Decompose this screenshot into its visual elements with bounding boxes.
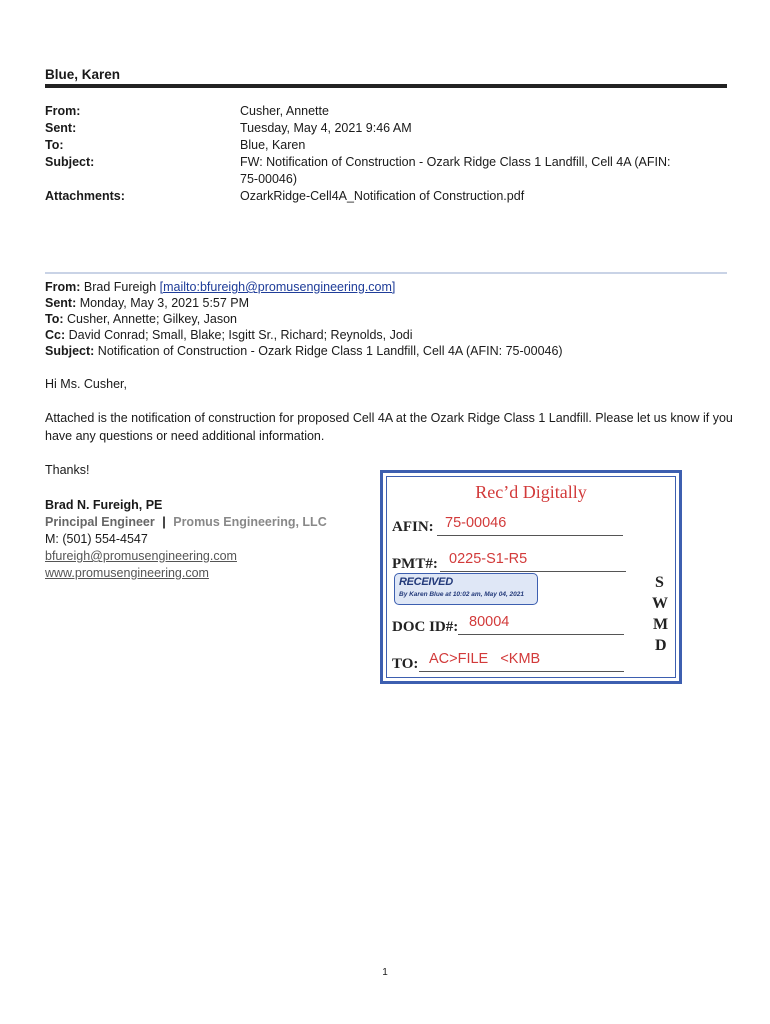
- orig-sent-row: [45, 295, 249, 311]
- orig-subject-value: Notification of Construction - Ozark Ridge Class 1 Landfill, Cell 4A (AFIN: 75-00046): [97, 344, 563, 358]
- header-from-label: From:: [45, 104, 81, 118]
- received-badge-detail: By Karen Blue at 10:02 am, May 04, 2021: [399, 591, 525, 598]
- stamp-swmd-m: M: [653, 616, 669, 633]
- stamp-swmd-w: W: [652, 595, 668, 612]
- stamp-docid-underline: [458, 634, 624, 635]
- orig-sent-label: Sent:: [45, 296, 77, 310]
- stamp-swmd-d: D: [655, 637, 667, 654]
- mailbox-owner-title: Blue, Karen: [45, 67, 121, 82]
- attachment-filename: OzarkRidge-Cell4A_Notification of Construction.pdf: [240, 189, 525, 203]
- signature-role: Principal Engineer: [45, 515, 155, 529]
- orig-sent-value: Monday, May 3, 2021 5:57 PM: [79, 296, 250, 310]
- orig-to-row: [45, 311, 237, 327]
- orig-from-mailto-link[interactable]: [mailto:bfureigh@promusengineering.com]: [159, 280, 396, 294]
- orig-to-label: To:: [45, 312, 64, 326]
- stamp-swmd-s: S: [655, 574, 664, 591]
- header-sent-label: Sent:: [45, 121, 77, 135]
- stamp-afin-label: AFIN:: [392, 519, 434, 535]
- stamp-docid-label: DOC ID#:: [392, 619, 459, 635]
- orig-subject-row: [45, 343, 563, 359]
- header-subject-label: Subject:: [45, 155, 95, 169]
- header-to-label: To:: [45, 138, 64, 152]
- orig-from-row: [45, 279, 395, 295]
- stamp-pmt-value: 0225-S1-R5: [449, 551, 528, 567]
- orig-from-name: Brad Fureigh: [83, 280, 157, 294]
- header-to-value: Blue, Karen: [240, 138, 306, 152]
- signature-email-link[interactable]: bfureigh@promusengineering.com: [45, 549, 237, 563]
- received-badge-title: RECEIVED: [399, 576, 453, 588]
- stamp-pmt-underline: [440, 571, 626, 572]
- orig-cc-label: Cc:: [45, 328, 66, 342]
- stamp-title: Rec’d Digitally: [475, 482, 587, 502]
- title-divider: [45, 84, 727, 88]
- stamp-docid-value: 80004: [469, 614, 510, 630]
- signature-company: Promus Engineering, LLC: [173, 515, 327, 529]
- stamp-to-underline: [419, 671, 624, 672]
- signature-title-row: [45, 514, 327, 531]
- header-sent-value: Tuesday, May 4, 2021 9:46 AM: [240, 121, 412, 135]
- stamp-to-value: AC>FILE <KMB: [429, 651, 541, 667]
- header-subject-line2: 75-00046): [240, 172, 297, 186]
- signature-name: Brad N. Fureigh, PE: [45, 498, 163, 512]
- forward-separator: [45, 272, 727, 274]
- orig-from-label: From:: [45, 280, 81, 294]
- stamp-afin-underline: [437, 535, 623, 536]
- signature-website-link[interactable]: www.promusengineering.com: [45, 566, 209, 580]
- signature-phone: M: (501) 554-4547: [45, 532, 148, 546]
- closing: Thanks!: [45, 463, 90, 477]
- stamp-to-label: TO:: [392, 656, 419, 672]
- orig-subject-label: Subject:: [45, 344, 95, 358]
- body-paragraph: Attached is the notification of construction for proposed Cell 4A at the Ozark Ridge Class 1 Landfill. Please let us know if you have any questions or need additional information.: [45, 411, 733, 443]
- header-attachments-label: Attachments:: [45, 189, 125, 203]
- stamp-pmt-label: PMT#:: [392, 556, 438, 572]
- page-number: 1: [382, 967, 388, 978]
- received-stamp: [380, 470, 682, 684]
- received-badge: [394, 573, 538, 605]
- orig-to-value: Cusher, Annette; Gilkey, Jason: [67, 312, 238, 326]
- orig-cc-value: David Conrad; Small, Blake; Isgitt Sr., Richard; Reynolds, Jodi: [68, 328, 413, 342]
- signature-divider: |: [162, 515, 166, 529]
- header-from-value: Cusher, Annette: [240, 104, 329, 118]
- header-subject-line1: FW: Notification of Construction - Ozark Ridge Class 1 Landfill, Cell 4A (AFIN:: [240, 155, 671, 169]
- greeting: Hi Ms. Cusher,: [45, 377, 127, 391]
- stamp-afin-value: 75-00046: [445, 515, 507, 531]
- orig-cc-row: [45, 327, 413, 343]
